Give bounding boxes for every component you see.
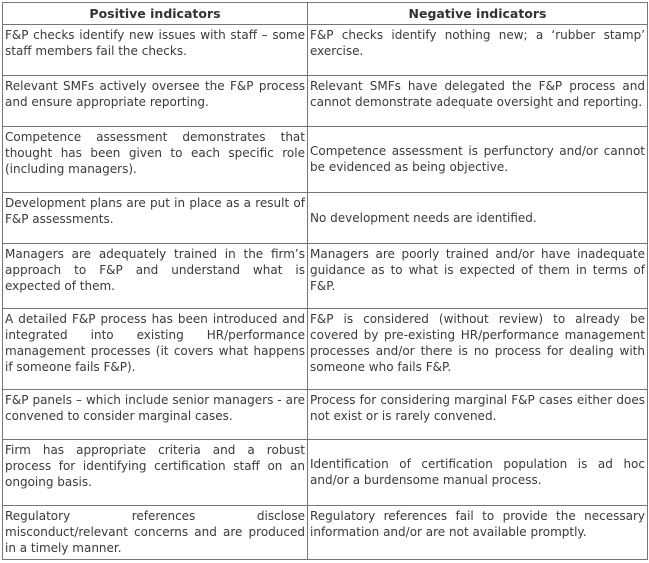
header-negative-indicators: Negative indicators (308, 3, 648, 25)
negative-cell: Relevant SMFs have delegated the F&P process and cannot demonstrate adequate oversight and reporting. (308, 76, 648, 127)
positive-cell: A detailed F&P process has been introduced and integrated into existing HR/performance management processes (it covers what happens if someone fails F&P). (3, 309, 308, 390)
positive-cell: Relevant SMFs actively oversee the F&P process and ensure appropriate reporting. (3, 76, 308, 127)
table-row (3, 76, 648, 127)
positive-cell: F&P panels – which include senior managers - are convened to consider marginal cases. (3, 390, 308, 440)
table-row (3, 127, 648, 193)
negative-cell: F&P checks identify nothing new; a ‘rubber stamp’ exercise. (308, 25, 648, 76)
positive-cell: Firm has appropriate criteria and a robust process for identifying certification staff on an ongoing basis. (3, 440, 308, 506)
table-row (3, 193, 648, 244)
table-row (3, 506, 648, 560)
header-row (3, 3, 648, 25)
indicators-table (2, 2, 648, 560)
table-header (3, 3, 648, 25)
table-row (3, 440, 648, 506)
negative-cell: F&P is considered (without review) to already be covered by pre-existing HR/performance management processes and/or there is no process for dealing with someone who fails F&P. (308, 309, 648, 390)
positive-cell: Competence assessment demonstrates that thought has been given to each specific role (including managers). (3, 127, 308, 193)
negative-cell: Regulatory references fail to provide the necessary information and/or are not available promptly. (308, 506, 648, 560)
negative-cell: Process for considering marginal F&P cases either does not exist or is rarely convened. (308, 390, 648, 440)
negative-cell: Competence assessment is perfunctory and/or cannot be evidenced as being objective. (308, 127, 648, 193)
table-row (3, 390, 648, 440)
table-row (3, 244, 648, 309)
positive-cell: Development plans are put in place as a result of F&P assessments. (3, 193, 308, 244)
table-row (3, 25, 648, 76)
positive-cell: Regulatory references disclose misconduct/relevant concerns and are produced in a timely manner. (3, 506, 308, 560)
header-positive-indicators: Positive indicators (3, 3, 308, 25)
positive-cell: F&P checks identify new issues with staff – some staff members fail the checks. (3, 25, 308, 76)
negative-cell: Managers are poorly trained and/or have inadequate guidance as to what is expected of them in terms of F&P. (308, 244, 648, 309)
table-body (3, 25, 648, 560)
positive-cell: Managers are adequately trained in the firm’s approach to F&P and understand what is expected of them. (3, 244, 308, 309)
negative-cell: No development needs are identified. (308, 193, 648, 244)
table-row (3, 309, 648, 390)
negative-cell: Identification of certification population is ad hoc and/or a burdensome manual process. (308, 440, 648, 506)
